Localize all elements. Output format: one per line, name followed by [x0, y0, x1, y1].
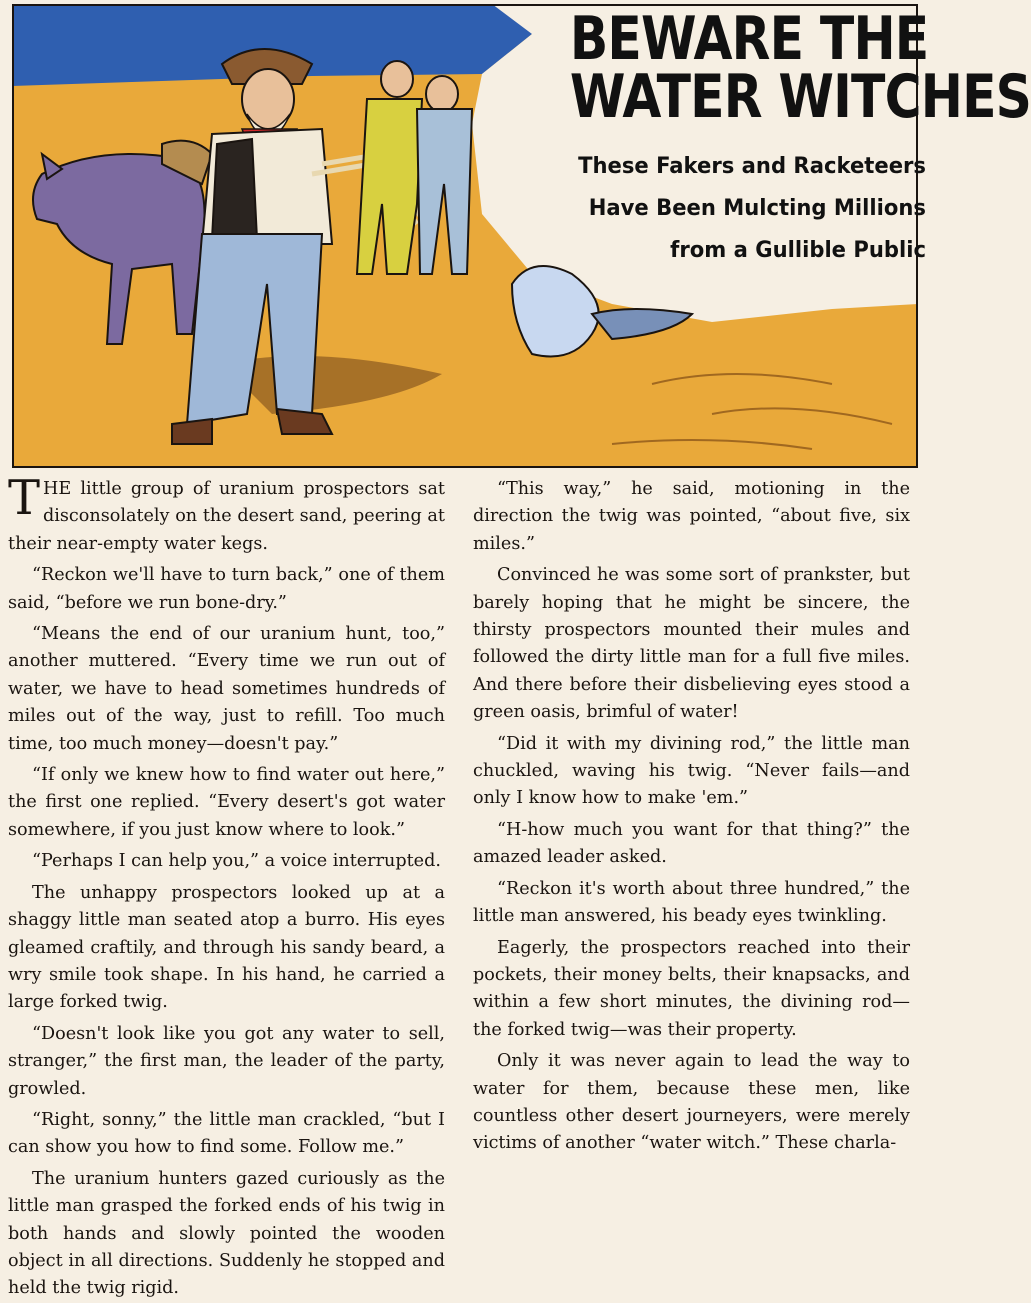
paragraph: The unhappy prospectors looked up at a shaggy little man seated atop a burro. His eyes gleamed craftily, and through his sandy beard, a wry smile took shape. In his hand, he carried a large forked twig.	[8, 882, 445, 1013]
paragraph: “Right, sonny,” the little man crackled, “but I can show you how to find some. Follow me.”	[8, 1109, 445, 1158]
article-subtitle	[519, 146, 926, 272]
paragraph: “Perhaps I can help you,” a voice interrupted.	[32, 851, 441, 872]
title-block	[502, 4, 1031, 272]
article-body	[8, 470, 910, 1299]
paragraph: “Reckon it's worth about three hundred,” the little man answered, his beady eyes twinkling.	[473, 878, 910, 927]
drop-cap: T	[8, 470, 41, 526]
paragraph: “Means the end of our uranium hunt, too,” another muttered. “Every time we run out of water, we have to head sometimes hundreds of miles out of the way, just to refill. Too much time, too much money—doesn't pay.”	[8, 624, 445, 754]
paragraph: “Reckon we'll have to turn back,” one of them said, “before we run bone-dry.”	[8, 565, 445, 613]
paragraph: The uranium hunters gazed curiously as the little man grasped the forked ends of his twig in both hands and slowly pointed the wooden object in all directions. Suddenly he stopped and held the twig rigid.	[8, 1168, 445, 1299]
subtitle-line: from a Gullible Public	[670, 238, 926, 263]
paragraph: “Did it with my divining rod,” the little man chuckled, waving his twig. “Never fails—and only I know how to make 'em.”	[473, 733, 910, 809]
paragraph: “H-how much you want for that thing?” the amazed leader asked.	[473, 819, 910, 868]
article-title	[569, 4, 1031, 132]
column-right	[473, 476, 910, 1284]
column-left	[8, 470, 445, 1299]
subtitle-line: Have Been Mulcting Millions	[588, 196, 926, 221]
subtitle-line: These Fakers and Racketeers	[578, 154, 926, 179]
illustration-panel	[12, 4, 1031, 468]
title-line: BEWARE THE	[569, 4, 929, 74]
paragraph	[8, 470, 445, 558]
paragraph: Only it was never again to lead the way to water for them, because these men, like countless other desert journeyers, were merely victims of another “water witch.” These charla-	[473, 1051, 910, 1154]
paragraph: “Doesn't look like you got any water to sell, stranger,” the first man, the leader of the party, growled.	[8, 1023, 445, 1099]
paragraph: Convinced he was some sort of prankster, but barely hoping that he might be sincere, the thirsty prospectors mounted their mules and followed the dirty little man for a full five miles. And there before their disbelieving eyes stood a green oasis, brimful of water!	[473, 565, 910, 723]
title-line: WATER WITCHES	[569, 62, 1031, 132]
paragraph-text: HE little group of uranium prospectors sat disconsolately on the desert sand, peering at their near-empty water kegs.	[8, 479, 445, 554]
paragraph: Eagerly, the prospectors reached into their pockets, their money belts, their knapsacks, and within a few short minutes, the divining rod—the forked twig—was their property.	[473, 937, 910, 1040]
paragraph: “This way,” he said, motioning in the direction the twig was pointed, “about five, six miles.”	[473, 479, 910, 554]
paragraph: “If only we knew how to find water out here,” the first one replied. “Every desert's got water somewhere, if you just know where to look.”	[8, 765, 445, 840]
